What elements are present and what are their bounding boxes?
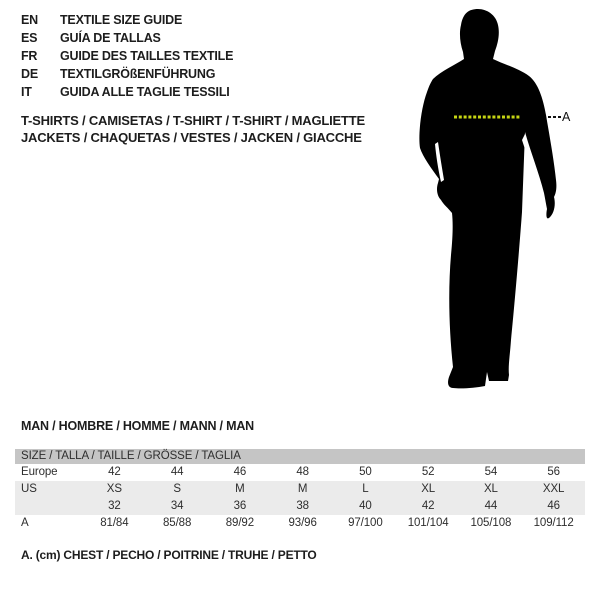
table-cell: 40: [359, 500, 372, 512]
table-cell: 38: [296, 500, 309, 512]
table-cell: XXL: [542, 483, 565, 495]
table-cell: 46: [233, 466, 247, 478]
table-cell: L: [362, 483, 369, 495]
table-row: [15, 464, 585, 481]
table-cell: 109/112: [533, 517, 574, 529]
table-cell: 32: [108, 500, 121, 512]
language-code: FR: [21, 49, 38, 63]
table-cell: 44: [484, 500, 498, 512]
man-silhouette: [415, 0, 565, 392]
table-cell: 46: [547, 500, 560, 512]
table-cell: 34: [170, 500, 184, 512]
size-table-rows: [15, 464, 585, 532]
table-cell: 42: [108, 466, 121, 478]
table-row: [15, 498, 585, 515]
measure-label-a: A: [562, 110, 571, 124]
table-row-label: US: [21, 483, 37, 495]
size-table: [15, 449, 585, 532]
language-row: [21, 65, 233, 83]
table-cell: 42: [421, 500, 435, 512]
table-cell: 101/104: [407, 517, 449, 529]
table-cell: 36: [233, 500, 247, 512]
table-cell: M: [297, 483, 308, 495]
language-code: IT: [21, 85, 32, 99]
table-cell: XL: [483, 483, 498, 495]
table-cell: 48: [296, 466, 309, 478]
table-cell: 97/100: [348, 517, 383, 529]
table-cell: M: [235, 483, 245, 495]
table-row: [15, 515, 585, 532]
table-cell: 89/92: [225, 517, 255, 529]
language-label: GUIDE DES TAILLES TEXTILE: [60, 49, 234, 63]
section-title: MAN / HOMBRE / HOMME / MANN / MAN: [21, 419, 254, 433]
table-cell: 105/108: [470, 517, 512, 529]
language-code: DE: [21, 67, 38, 81]
table-cell: 50: [359, 466, 372, 478]
measurement-footnote: A. (cm) CHEST / PECHO / POITRINE / TRUHE / PETTO: [21, 548, 317, 562]
category-heading: [21, 112, 365, 146]
table-row-label: Europe: [21, 466, 58, 478]
language-label: TEXTILGRÖßENFÜHRUNG: [60, 67, 216, 81]
size-table-header: SIZE / TALLA / TAILLE / GRÖSSE / TAGLIA: [15, 449, 585, 464]
table-cell: S: [173, 483, 181, 495]
table-cell: 81/84: [100, 517, 129, 529]
table-row-label: [15, 498, 83, 515]
language-code: EN: [21, 13, 38, 27]
table-row-label: A: [21, 517, 29, 529]
table-cell: XL: [421, 483, 436, 495]
table-cell: 52: [421, 466, 435, 478]
language-label: TEXTILE SIZE GUIDE: [60, 13, 183, 27]
language-list: [21, 11, 233, 101]
table-cell: 93/96: [288, 517, 317, 529]
silhouette-body: [419, 9, 556, 388]
language-row: [21, 11, 233, 29]
table-row: [15, 481, 585, 498]
table-cell: 85/88: [162, 517, 192, 529]
category-line-jackets: JACKETS / CHAQUETAS / VESTES / JACKEN / GIACCHE: [21, 130, 362, 145]
table-cell: 54: [484, 466, 498, 478]
category-line-tshirts: T-SHIRTS / CAMISETAS / T-SHIRT / T-SHIRT / MAGLIETTE: [21, 113, 365, 128]
language-label: GUÍA DE TALLAS: [60, 31, 161, 45]
table-cell: XS: [106, 483, 122, 495]
language-row: [21, 47, 233, 65]
language-row: [21, 83, 233, 101]
language-code: ES: [21, 31, 38, 45]
language-row: [21, 29, 233, 47]
language-label: GUIDA ALLE TAGLIE TESSILI: [60, 85, 230, 99]
table-cell: 56: [547, 466, 560, 478]
table-cell: 44: [170, 466, 184, 478]
